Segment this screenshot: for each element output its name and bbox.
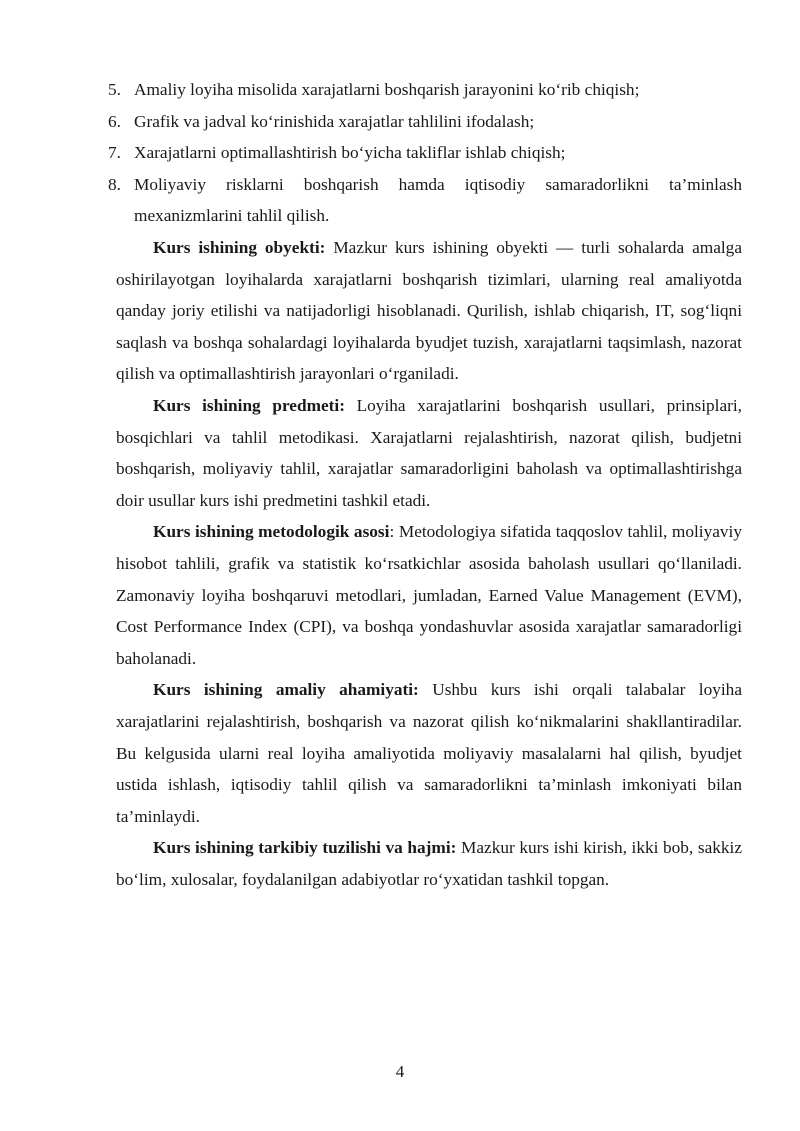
paragraph-text: Mazkur kurs ishi kirish, ikki bob, sakkiz bo‘lim, xulosalar, foydalanilgan adabiyotlar ro‘yxatidan tashkil topgan. [116,838,742,889]
paragraph-heading: Kurs ishining predmeti: [153,395,345,415]
paragraph-heading: Kurs ishining amaliy ahamiyati: [153,680,419,700]
list-number: 7. [108,143,121,162]
paragraph-practical-significance [116,674,742,832]
list-text: Xarajatlarni optimallashtirish bo‘yicha takliflar ishlab chiqish; [134,143,566,162]
paragraph-structure [116,832,742,895]
list-number: 8. [108,174,121,194]
paragraph-heading: Kurs ishining tarkibiy tuzilishi va hajmi: [153,838,457,858]
list-text: Amaliy loyiha misolida xarajatlarni boshqarish jarayonini ko‘rib chiqish; [134,80,640,99]
list-number: 6. [108,111,121,131]
document-body [116,232,742,895]
paragraph-subject [116,390,742,516]
numbered-list [108,74,742,232]
list-item [108,169,742,232]
list-text: Grafik va jadval ko‘rinishida xarajatlar tahlilini ifodalash; [134,111,535,131]
paragraph-text: Mazkur kurs ishining obyekti — turli sohalarda amalga oshirilayotgan loyihalarda xarajatlarni boshqarish tizimlari, ularning real amaliyotda qanday joriy etilishi va natijadorligi hisoblanadi. Qurilish, ishlab chiqarish, IT, sog‘liqni saqlash va boshqa sohalardagi loyihalarda byudjet tuzish, xarajatlarni taqsimlash, nazorat qilish va optimallashtirish jarayonlari o‘rganiladi. [116,238,742,384]
paragraph-heading: Kurs ishining metodologik asosi [153,522,390,542]
paragraph-object [116,232,742,390]
paragraph-methodology [116,516,742,674]
list-item [108,106,742,138]
list-text: Moliyaviy risklarni boshqarish hamda iqtisodiy samaradorlikni ta’minlash mexanizmlarini tahlil qilish. [134,174,742,225]
paragraph-text: : Metodologiya sifatida taqqoslov tahlil, moliyaviy hisobot tahlili, grafik va statistik ko‘rsatkichlar asosida baholash usullari qo‘llaniladi. Zamonaviy loyiha boshqaruvi metodlari, jumladan, Earned Value Management (EVM), Cost Performance Index (CPI), va boshqa yondashuvlar asosida xarajatlar samaradorligi baholanadi. [116,522,742,668]
paragraph-heading: Kurs ishining obyekti: [153,238,326,257]
list-number: 5. [108,80,121,99]
page-number: 4 [395,1062,405,1081]
list-item [108,137,742,169]
paragraph-text: Loyiha xarajatlarini boshqarish usullari, prinsiplari, bosqichlari va tahlil metodikasi. Xarajatlarni rejalashtirish, nazorat qilish, budjetni boshqarish, moliyaviy tahlil, xarajatlar samaradorligini baholash va optimallashtirishga doir usullar kurs ishi predmetini tashkil etadi. [116,395,742,510]
paragraph-text: Ushbu kurs ishi orqali talabalar loyiha xarajatlarini rejalashtirish, boshqarish va nazorat qilish ko‘nikmalarini shakllantiradilar. Bu kelgusida ularni real loyiha amaliyotida moliyaviy masalalarni hal qilish, byudjet ustida ishlash, iqtisodiy tahlil qilish va samaradorlikni ta’minlash imkoniyati bilan ta’minlaydi. [116,680,742,826]
list-item [108,74,742,106]
